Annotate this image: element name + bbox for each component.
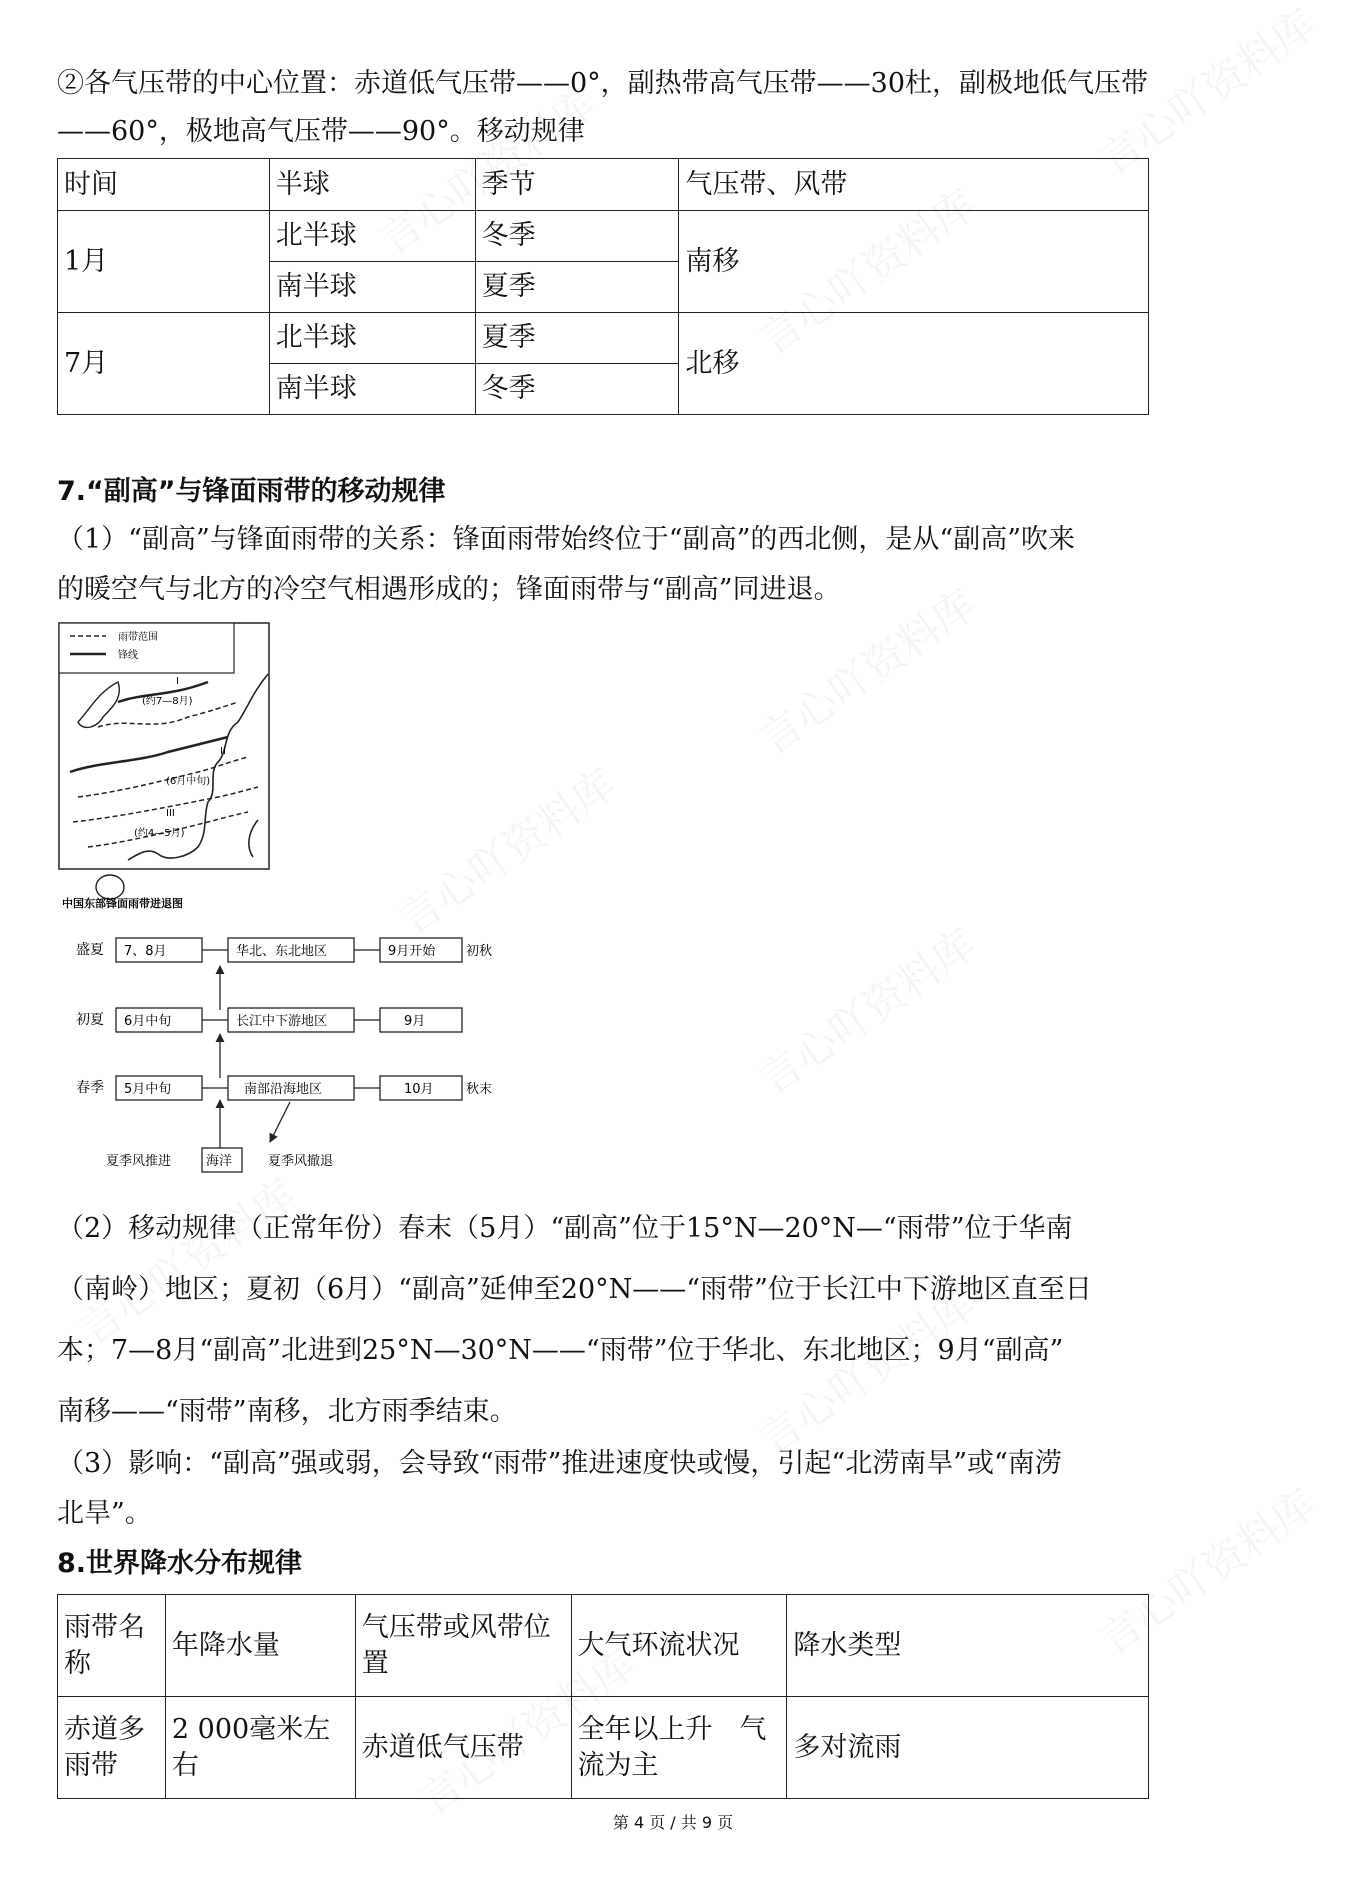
table-cell-move: 南移	[679, 211, 1149, 313]
table-cell: 南半球	[269, 262, 475, 313]
section-7-p2-line-1: （2）移动规律（正常年份）春末（5月）“副高”位于15°N—20°N—“雨带”位于华南	[57, 1213, 1073, 1244]
table-header: 气压带或风带位置	[355, 1595, 571, 1697]
island	[96, 875, 124, 899]
table-header: 雨带名称	[58, 1595, 166, 1697]
intro-line-2: ——60°，极地高气压带——90°。移动规律	[57, 116, 585, 147]
flow-season-early-summer: 初夏	[76, 1012, 104, 1028]
flow-region: 华北、东北地区	[236, 944, 328, 959]
flow-region: 南部沿海地区	[244, 1082, 323, 1097]
section-8-title: 8.世界降水分布规律	[57, 1548, 303, 1579]
table-header: 半球	[269, 159, 475, 211]
map-legend	[59, 623, 234, 673]
watermark	[746, 913, 987, 1107]
label-I-time: (约7—8月)	[142, 696, 193, 707]
table-header: 季节	[475, 159, 679, 211]
label-II-time: (6月中旬)	[166, 776, 211, 787]
section-7-p2-line-2: （南岭）地区；夏初（6月）“副高”延伸至20°N——“雨带”位于长江中下游地区直至日	[57, 1274, 1092, 1305]
section-7-title: 7.“副高”与锋面雨带的移动规律	[57, 476, 446, 507]
table-cell: 赤道低气压带	[355, 1697, 571, 1799]
intro-line-1: ②各气压带的中心位置：赤道低气压带——0°，副热带高气压带——30杜，副极地低气压带	[57, 68, 1149, 99]
table-cell: 夏季	[475, 313, 679, 364]
table-header: 年降水量	[165, 1595, 355, 1697]
pressure-belt-table	[57, 158, 1149, 415]
page-footer: 第 4 页 / 共 9 页	[612, 1813, 734, 1832]
watermark	[386, 753, 627, 947]
table-header: 时间	[58, 159, 270, 211]
section-7-p1-line-1: （1）“副高”与锋面雨带的关系：锋面雨带始终位于“副高”的西北侧，是从“副高”吹来	[57, 524, 1075, 555]
flow-bottom-right: 夏季风撤退	[268, 1154, 334, 1169]
label-III-time: (约4—5月)	[134, 828, 185, 839]
flow-tail: 初秋	[466, 944, 493, 959]
flow-region: 长江中下游地区	[236, 1014, 328, 1029]
table-header: 气压带、风带	[679, 159, 1149, 211]
table-cell: 夏季	[475, 262, 679, 313]
flow-end: 10月	[404, 1082, 434, 1097]
table-cell: 北半球	[269, 211, 475, 262]
flow-month: 5月中旬	[124, 1082, 172, 1097]
legend-front-label: 锋线	[118, 650, 138, 661]
precipitation-table	[57, 1594, 1149, 1799]
section-7-p1-line-2: 的暖空气与北方的冷空气相遇形成的；锋面雨带与“副高”同进退。	[57, 574, 841, 605]
table-cell: 北半球	[269, 313, 475, 364]
flow-month: 6月中旬	[124, 1014, 172, 1029]
table-cell: 2 000毫米左右	[165, 1697, 355, 1799]
flow-month: 7、8月	[124, 944, 167, 959]
table-cell-time: 1月	[58, 211, 270, 313]
section-7-p3-line-2: 北旱”。	[57, 1498, 152, 1529]
flow-end: 9月开始	[388, 944, 436, 959]
legend-rain-label: 雨带范围	[118, 632, 158, 643]
table-cell: 全年以上升 气流为主	[571, 1697, 787, 1799]
table-header: 大气环流状况	[571, 1595, 787, 1697]
label-II: II	[220, 746, 226, 757]
front-rainbelt-map	[58, 622, 288, 912]
flow-ocean: 海洋	[206, 1154, 233, 1169]
section-7-p3-line-1: （3）影响：“副高”强或弱，会导致“雨带”推进速度快或慢，引起“北涝南旱”或“南涝	[57, 1448, 1062, 1479]
flow-season-summer: 盛夏	[76, 942, 104, 958]
table-cell: 赤道多雨带	[58, 1697, 166, 1799]
flow-tail: 秋末	[466, 1082, 493, 1097]
flow-arrow-retreat	[270, 1102, 290, 1142]
table-cell: 南半球	[269, 364, 475, 415]
label-III: III	[166, 808, 175, 819]
table-cell: 冬季	[475, 211, 679, 262]
flow-season-spring: 春季	[76, 1080, 104, 1096]
table-cell-time: 7月	[58, 313, 270, 415]
table-cell: 多对流雨	[787, 1697, 1149, 1799]
table-cell: 冬季	[475, 364, 679, 415]
section-7-p2-line-3: 本；7—8月“副高”北进到25°N—30°N——“雨带”位于华北、东北地区；9月“副高”	[57, 1335, 1064, 1366]
label-I: I	[176, 676, 179, 687]
flow-bottom-left: 夏季风推进	[106, 1154, 172, 1169]
map-caption: 中国东部锋面雨带进退图	[62, 897, 183, 910]
flow-end: 9月	[404, 1014, 426, 1029]
table-cell-move: 北移	[679, 313, 1149, 415]
table-header: 降水类型	[787, 1595, 1149, 1697]
rainbelt-flow-diagram	[58, 926, 518, 1176]
section-7-p2-line-4: 南移——“雨带”南移，北方雨季结束。	[57, 1396, 517, 1427]
